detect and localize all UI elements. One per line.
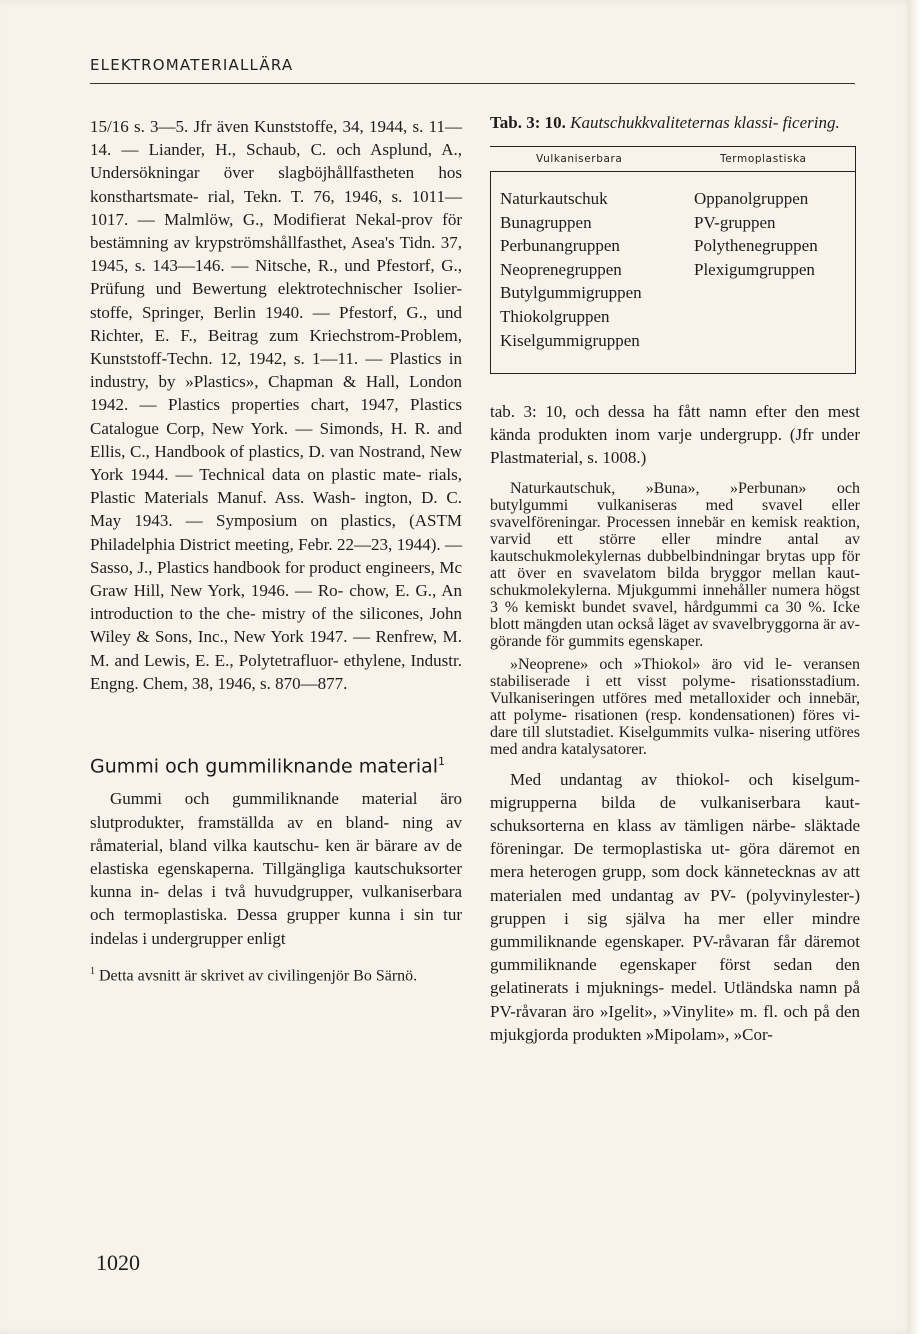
- table-cell: PV-gruppen: [694, 212, 776, 232]
- right-column: [490, 112, 860, 1046]
- section-title: [90, 747, 462, 781]
- table-cell: Polythenegruppen: [694, 236, 818, 256]
- paragraph-groups: Med undantag av thiokol- och kiselgum- migrupperna bilda de vulkaniserbara kaut- schuksorterna en klass av tämligen närbe- släktade föreningar. De termoplastiska ut- göra däremot en mera heterogen grupp, som dock kännetecknas av att materialen med undantag av PV- (polyvinylester-) gruppen i sig själva ha mer eller mindre gummiliknande egenskaper. PV-råvaran får däremot gummiliknande egenskaper först sedan den gelatinerats i mjuknings- medel. Utländska namn på PV-råvaran äro »Igelit», »Vinylite» m. fl. och på den mjukgjorda produkten »Mipolam», »Cor-: [490, 769, 860, 1044]
- footnote: [90, 962, 462, 986]
- table-cell: Neoprenegruppen: [500, 259, 622, 279]
- table-cell: Bunagruppen: [500, 212, 592, 232]
- header-termoplastiska: Termoplastiska: [720, 153, 807, 165]
- table-header-row: [490, 147, 856, 172]
- table-cell: Plexigumgruppen: [694, 259, 815, 279]
- termoplastiska-list: [694, 187, 818, 281]
- table-number: Tab. 3: 10.: [490, 113, 566, 132]
- table-cell: Butylgummigruppen: [500, 283, 642, 303]
- table-cell: Kiselgummigruppen: [500, 330, 640, 350]
- table-right-border: [855, 147, 856, 373]
- table-left-border: [490, 171, 491, 373]
- vulkaniserbara-list: [500, 187, 642, 352]
- paragraph-vulcanisation: Naturkautschuk, »Buna», »Perbunan» och butylgummi vulkaniseras med svavel eller svavelföreningar. Processen innebär en kemisk reaktion, varvid ett större eller mindre antal av kautschukmolekylernas dubbelbindningar brytas upp för att över en svavelatom bilda bryggor mellan kaut- schukmolekylerna. Mjukgummi innehåller numera högst 3 % kemiskt bundet svavel, hårdgummi ca 30 %. Icke blott mängden utan också läget av svavelbryggorna är av- görande för gummits egenskaper.: [490, 479, 860, 650]
- footnote-text: Detta avsnitt är skrivet av civilingenjör Bo Särnö.: [99, 967, 418, 985]
- footnote-marker: 1: [438, 755, 446, 769]
- table-caption: [490, 112, 860, 134]
- table-cell: Thiokolgruppen: [500, 306, 610, 326]
- reference-list: 15/16 s. 3—5. Jfr även Kunststoffe, 34, 1944, s. 11—14. — Liander, H., Schaub, C. och Asplund, A., Undersökningar över slagböjhållfastheten hos konsthartsmate- rial, Tekn. T. 76, 1946, s. 1011—1017. — Malmlöw, G., Modifierat Nekal-prov för bestämning av krypströmshållfasthet, Asea's Tidn. 37, 1945, s. 143—146. — Nitsche, R., und Pfestorf, G., Prüfung und Bewertung elektrotechnischer Isolier- stoffe, Springer, Berlin 1940. — Pfestorf, G., und Richter, E. F., Beitrag zum Kriechstrom-Problem, Kunststoff-Techn. 12, 1942, s. 1—11. — Plastics in industry, by »Plastics», Chapman & Hall, London 1942. — Plastics properties chart, 1947, Plastics Catalogue Corp, New York. — Simonds, H. R. and Ellis, C., Handbook of plastics, D. van Nostrand, New York 1944. — Technical data on plastic mate- rials, Plastic Materials Manuf. Ass. Wash- ington, D. C. May 1943. — Symposium on plastics, (ASTM Philadelphia District meeting, Febr. 22—23, 1944). — Sasso, J., Plastics handbook for product engineers, Mc Graw Hill, New York, 1946. — Ro- chow, E. G., An introduction to the che- mistry of the silicones, John Wiley & Sons, Inc., New York 1947. — Renfrew, M. M. and Lewis, E. E., Polytetrafluor- ethylene, Industr. Engng. Chem, 38, 1946, s. 870—877.: [90, 117, 462, 693]
- page-edge: [908, 0, 920, 1334]
- running-head: ELEKTROMATERIALLÄRA: [90, 56, 294, 74]
- header-rule: [90, 83, 855, 84]
- footnote-number: 1: [90, 965, 95, 977]
- section-title-text: Gummi och gummiliknande material: [90, 755, 439, 778]
- section-intro: Gummi och gummiliknande material äro slutprodukter, framställda av en bland- ning av råmaterial, bland vilka kautschu- ken är bärare av de elastiska egenskaperna. Tillgängliga kautschuksorter kunna in- delas i två huvudgrupper, vulkaniserbara och termoplastiska. Dessa grupper kunna i sin tur indelas i undergrupper enligt: [90, 789, 462, 948]
- table-title: Kautschukkvaliteternas klassi- ficering.: [570, 113, 840, 132]
- table-cell: Perbunangruppen: [500, 236, 620, 256]
- paragraph-neoprene-thiokol: »Neoprene» och »Thiokol» äro vid le- veransen stabiliserade i ett visst polyme- risationsstadium. Vulkaniseringen utföres med metalloxider och innebär, att polyme- risationen (resp. kondensationen) föres vi- dare till slutstadiet. Kiselgummits vulka- nisering utföres med andra katalysatorer.: [490, 655, 860, 758]
- table-cell: Naturkautschuk: [500, 189, 608, 208]
- left-column: [90, 115, 462, 986]
- paragraph-tab-reference: tab. 3: 10, och dessa ha fått namn efter den mest kända produkten inom varje undergrupp. (Jfr under Plastmaterial, s. 1008.): [490, 402, 860, 468]
- header-vulkaniserbara: Vulkaniserbara: [536, 153, 623, 165]
- table-cell: Oppanolgruppen: [694, 189, 809, 208]
- classification-table: [490, 146, 856, 374]
- page-number: 1020: [96, 1250, 140, 1275]
